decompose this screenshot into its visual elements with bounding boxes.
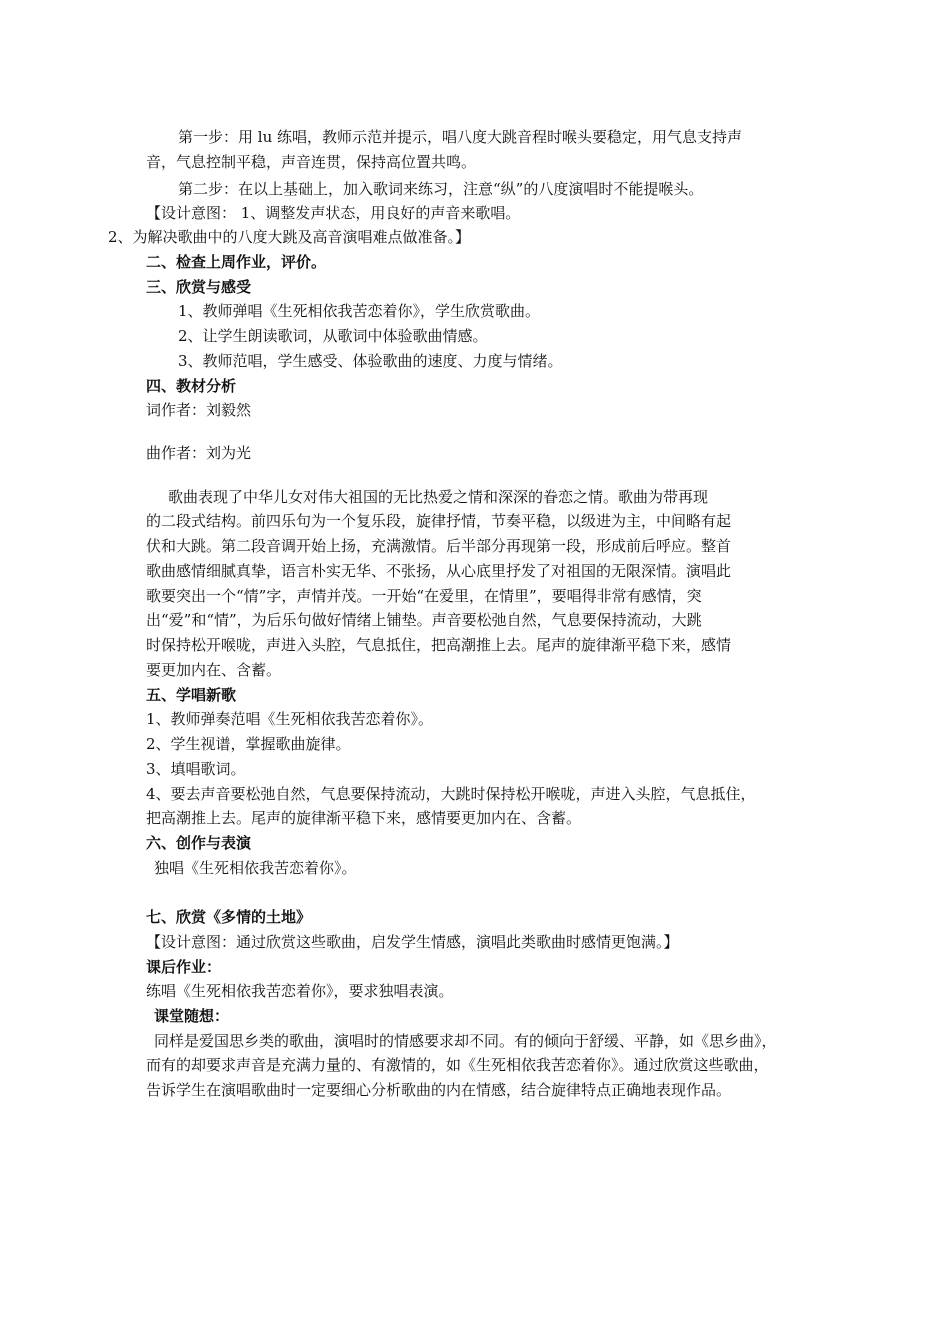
analysis-line: 歌曲感情细腻真挚，语言朴实无华、不张扬，从心底里抒发了对祖国的无限深情。演唱此 (146, 562, 732, 580)
lyricist: 词作者：刘毅然 (146, 401, 252, 419)
homework-heading: 课后作业： (146, 958, 222, 976)
section5-heading: 五、学唱新歌 (146, 686, 237, 704)
composer: 曲作者：刘为光 (146, 444, 252, 462)
analysis-line: 歌曲表现了中华儿女对伟大祖国的无比热爱之情和深深的眷恋之情。歌曲为带再现 (168, 488, 709, 506)
homework-text: 练唱《生死相依我苦恋着你》，要求独唱表演。 (146, 982, 454, 1000)
section4-heading: 四、教材分析 (146, 377, 237, 395)
section5-item: 2、学生视谱，掌握歌曲旋律。 (146, 735, 351, 753)
reflection-line: 告诉学生在演唱歌曲时一定要细心分析歌曲的内在情感，结合旋律特点正确地表现作品。 (146, 1081, 732, 1099)
section3-item: 1、教师弹唱《生死相依我苦恋着你》，学生欣赏歌曲。 (178, 302, 541, 320)
section3-item: 3、教师范唱，学生感受、体验歌曲的速度、力度与情绪。 (178, 352, 563, 370)
section5-item: 3、填唱歌词。 (146, 760, 246, 778)
step1-line1: 第一步：用 lu 练唱，教师示范并提示，唱八度大跳音程时喉头要稳定，用气息支持声 (178, 128, 742, 146)
analysis-line: 伏和大跳。第二段音调开始上扬，充满激情。后半部分再现第一段，形成前后呼应。整首 (146, 537, 732, 555)
section6-text: 独唱《生死相依我苦恋着你》。 (154, 859, 357, 877)
reflection-line: 同样是爱国思乡类的歌曲，演唱时的情感要求却不同。有的倾向于舒缓、平静，如《思乡曲》， (154, 1032, 777, 1050)
section5-item: 1、教师弹奏范唱《生死相依我苦恋着你》。 (146, 710, 434, 728)
section3-item: 2、让学生朗读歌词，从歌词中体验歌曲情感。 (178, 327, 488, 345)
section5-item: 4、要去声音要松弛自然，气息要保持流动，大跳时保持松开喉咙，声进入头腔，气息抵住， (146, 785, 756, 803)
section6-heading: 六、创作与表演 (146, 834, 252, 852)
analysis-line: 要更加内在、含蓄。 (146, 661, 282, 679)
reflection-line: 而有的却要求声音是充满力量的、有激情的，如《生死相依我苦恋着你》。通过欣赏这些歌曲， (146, 1056, 769, 1074)
reflection-heading: 课堂随想： (154, 1007, 230, 1025)
design-intent-line2: 2、为解决歌曲中的八度大跳及高音演唱难点做准备。】 (108, 228, 471, 246)
section7-design: 【设计意图：通过欣赏这些歌曲，启发学生情感，演唱此类歌曲时感情更饱满。】 (146, 933, 679, 951)
design-intent-line1: 【设计意图： 1、调整发声状态，用良好的声音来歌唱。 (146, 204, 521, 222)
section2-heading: 二、检查上周作业，评价。 (146, 253, 327, 271)
step2-text: 第二步：在以上基础上，加入歌词来练习，注意“纵”的八度演唱时不能提喉头。 (178, 180, 704, 198)
analysis-line: 的二段式结构。前四乐句为一个复乐段，旋律抒情，节奏平稳，以级进为主，中间略有起 (146, 512, 732, 530)
analysis-line: 时保持松开喉咙，声进入头腔，气息抵住，把高潮推上去。尾声的旋律渐平稳下来，感情 (146, 636, 732, 654)
section3-heading: 三、欣赏与感受 (146, 278, 252, 296)
analysis-line: 歌要突出一个“情”字，声情并茂。一开始“在爱里，在情里”，要唱得非常有感情，突 (146, 587, 702, 605)
section5-item: 把高潮推上去。尾声的旋律渐平稳下来，感情要更加内在、含蓄。 (146, 809, 582, 827)
section7-heading: 七、欣赏《多情的土地》 (146, 908, 312, 926)
step1-line2: 音，气息控制平稳，声音连贯，保持高位置共鸣。 (146, 153, 477, 171)
analysis-line: 出“爱”和“情”，为后乐句做好情绪上铺垫。声音要松弛自然，气息要保持流动，大跳 (146, 611, 702, 629)
